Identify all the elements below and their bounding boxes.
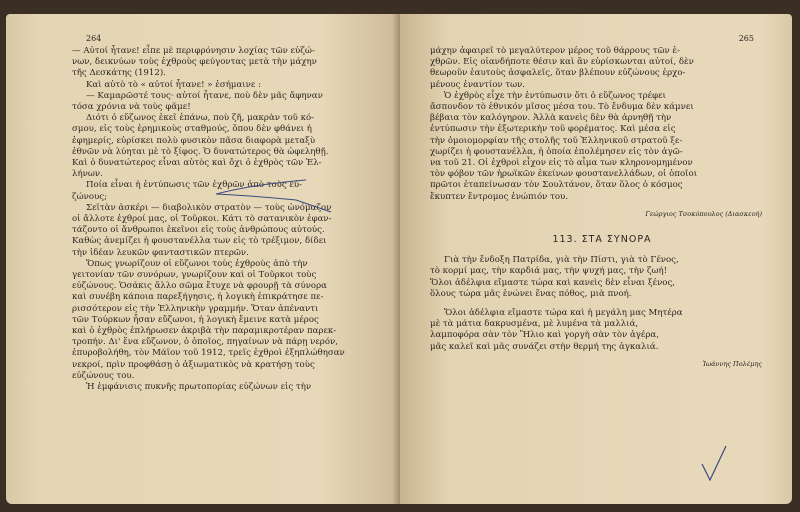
page-number-right: 265 — [738, 34, 754, 43]
text-line: μάχην ἀφαιρεῖ τὸ μεγαλύτερον μέρος τοῦ θάρρους τῶν ἐ- — [430, 46, 680, 56]
text-line: Καθὼς ἀνεμίζει ἡ φουστανέλλα των εἰς τὸ τρέξιμον, δίδει — [72, 236, 327, 247]
text-line: βέβαια τὸν καλόγηρον. Ἀλλὰ κανεὶς δὲν θὰ ἀρνηθῇ τὴν — [430, 113, 672, 124]
left-page — [6, 14, 400, 504]
text-line: ζώνους; — [72, 191, 107, 202]
text-line: Καὶ αὐτὸ τὸ « αὐτοί ἦτανε! » ἐσήμαινε : — [86, 79, 261, 90]
text-line: Σεϊτὰν ἀσκέρι — διαβολικὸν στρατὸν — τοὺς ὠνόμαζον — [86, 202, 332, 213]
text-line: θεωροῦν ἑαυτοὺς ἀσφαλεῖς, ὅταν βλέπουν εὐζώνους ἐρχο- — [430, 68, 686, 79]
text-line: χωρίζει ἡ φουστανέλλα, ἡ ὁποία ἐπολέμησεν εἰς τὸν ἀγῶ- — [430, 146, 683, 157]
text-line: ἄσπονδον τὸ ἐθνικόν μῖσος μέσα του. Τὸ ἔνδυμα δὲν κάμνει — [430, 102, 694, 113]
text-line: λήνων. — [72, 169, 103, 180]
text-line: τὸν φόβον τῶν ἡρωϊκῶν ἐκείνων φουστανελλάδων, οἱ ὁποῖοι — [430, 169, 698, 180]
text-line: νεκροί, πρὶν προφθάσῃ ὁ ἀξιωματικὸς νὰ κρατήσῃ τοὺς — [72, 359, 315, 370]
text-line: τάζοντο οἱ ἄνθρωποι ἐκεῖνοι εἰς τοὺς ἀνθρώπους αὐτούς. — [72, 225, 325, 236]
text-line: τὴν ἰδέαν λευκῶν φανταστικῶν πτερῶν. — [72, 247, 249, 258]
text-line: — Καμαρῶστέ τους· αὐτοί ἦτανε, ποὺ δὲν μᾶς ἄφηναν — [86, 90, 323, 101]
author-signature-prose: Γεώργιος Τσοκόπουλος (Διασκευή) — [645, 209, 762, 218]
poem-line: Γιὰ τὴν ἔνδοξη Πατρίδα, γιὰ τὴν Πίστι, γιὰ τὸ Γένος, — [444, 255, 679, 266]
text-line: καὶ ὁ ἐχθρὸς ἐπλήρωσεν ἀκριβὰ τὴν παραμικροτέραν παρεκ- — [72, 326, 337, 337]
text-line: οἱ ἄλλοτε ἐχθροί μας, οἱ Τοῦρκοι. Κάτι τὸ σατανικὸν ἐφαν- — [72, 214, 332, 225]
text-line: εὐζώνους. Ὁσάκις ἄλλο σῶμα ἔτυχε νὰ φρουρῇ τὰ σύνορα — [72, 281, 327, 292]
text-line: να τοῦ 21. Οἱ ἐχθροὶ εἶχον εἰς τὸ αἷμα των κληρονομημένον — [430, 158, 693, 169]
poem-line: Ὅλοι ἀδέλφια εἴμαστε τώρα καὶ κανεὶς δὲν εἶναι ξένος, — [430, 277, 676, 288]
poem-line: λαμποφόρα σὰν τὸν Ἥλιο καὶ γοργὴ σὰν τὸν ἀγέρα, — [430, 330, 659, 341]
text-line: νων, δεικνύων τοὺς ἐχθροὺς φεύγοντας μετὰ τὴν μάχην — [72, 57, 317, 68]
pen-mark-check — [700, 444, 730, 484]
right-page-text — [430, 46, 774, 370]
pen-mark-arrow — [216, 174, 336, 214]
text-line: Διότι ὁ εὔζωνος ἐκεῖ ἐπάνω, ποὺ ζῆ, μακρὰν τοῦ κό- — [86, 113, 315, 124]
section-heading: 113. ΣΤΑ ΣΥΝΟΡΑ — [552, 234, 652, 246]
author-signature-poem: Ἰωάννης Πολέμης — [702, 359, 762, 368]
text-line: ἐφημερίς, εὑρίσκει πολὺ φυσικὸν πᾶσα διαφορὰ μεταξὺ — [72, 135, 316, 146]
text-line: γειτονίαν τῶν συνόρων, γνωρίζουν καὶ οἱ Τοῦρκοι τοὺς — [72, 270, 317, 281]
poem-line: Ὅλοι ἀδέλφια εἴμαστε τώρα καὶ ἡ μεγάλη μας Μητέρα — [444, 308, 683, 319]
text-line: ρισσότερον εἰς τὴν Ἑλληνικὴν γραμμήν. Ὅταν ἀπέναντι — [72, 303, 319, 314]
poem-line: ὅλους τώρα μᾶς ἑνώνει ἕνας πόθος, μιὰ πνοή. — [430, 288, 632, 299]
text-line: ἔκυπτεν ἔντρομος ἐνώπιόν του. — [430, 191, 569, 202]
text-line: Καὶ ὁ δυνατώτερος εἶναι αὐτὸς καὶ ὄχι ὁ ἐχθρὸς τῶν Ἑλ- — [72, 158, 322, 169]
text-line: μένους ἐναντίον των. — [430, 79, 526, 90]
text-line: ἐθνῶν νὰ λύηται μὲ τὸ ξίφος. Ὁ δυνατώτερος θὰ ὠφεληθῇ. — [72, 146, 329, 157]
text-line: τροπήν. Δι' ἕνα εὔζωνον, ὁ ὁποῖος, πηγαίνων νὰ πάρῃ νερόν, — [72, 337, 338, 348]
text-line: — Αὐτοί ἦτανε! εἶπε μὲ περιφρόνησιν λοχίας τῶν εὐζώ- — [72, 46, 315, 56]
text-line: Ὁ ἐχθρὸς εἶχε τὴν ἐντύπωσιν ὅτι ὁ εὔζωνος τρέφει — [444, 90, 666, 101]
text-line: Ἡ ἐμφάνισις πυκνῆς πρωτοπορίας εὐζώνων εἰς τὴν — [86, 382, 312, 393]
text-line: ἐπυροβολήθη, τὸν Μάϊον τοῦ 1912, τρεῖς ἐχθροὶ ἐξηπλώθησαν — [72, 348, 345, 359]
text-line: σμου, εἰς τοὺς ἐρημικοὺς σταθμούς, ὅπου δὲν φθάνει ἡ — [72, 124, 312, 135]
text-line: Ὅπως γνωρίζουν οἱ εὔζωνοι τοὺς ἐχθροὺς ἀπὸ τὴν — [86, 258, 308, 269]
text-line: καὶ συνέβη κάποια παρεξήγησις, ἡ λογικὴ ἐπικράτησε πε- — [72, 292, 324, 303]
text-line: τῆς Δεσκάτης (1912). — [72, 68, 166, 79]
right-page — [400, 14, 792, 504]
text-line: τόσα χρόνια νὰ τοὺς φᾶμε! — [72, 102, 191, 113]
text-line: τῶν Τούρκων ἦσαν εὔζωνοι, ἡ λογικὴ ἔμεινε κατὰ μέρος — [72, 314, 319, 325]
poem-line: τὸ κορμί μας, τὴν καρδιά μας, τὴν ψυχή μας, τὴν ζωή! — [430, 266, 668, 277]
text-line: πρῶτοι ἐταπείνωσαν τὸν Σουλτάνον, ὅταν ὅλος ὁ κόσμος — [430, 180, 683, 191]
text-line: χθρῶν. Εἰς οἱανδήποτε θέσιν καὶ ἂν εὑρίσκωνται αὐτοί, δὲν — [430, 57, 694, 68]
text-line: ἐντύπωσιν τὴν ἐξωτερικὴν τοῦ φορέματος. Καὶ μέσα εἰς — [430, 124, 676, 135]
text-line: εὐζώνους του. — [72, 370, 135, 381]
left-page-text — [72, 46, 378, 393]
poem-line: μᾶς καλεῖ καὶ μᾶς συνάζει στὴν θερμή της ἀγκαλιά. — [430, 341, 659, 352]
text-line: Ποία εἶναι ἡ ἐντύπωσις τῶν ἐχθρῶν ἀπὸ τοὺς εὐ- — [86, 180, 303, 191]
page-number-left: 264 — [86, 34, 102, 43]
poem-line: μὲ τὰ μάτια δακρυσμένα, μὲ λυμένα τὰ μαλλιά, — [430, 319, 639, 330]
text-line: τὴν ὁμοιομορφίαν τῆς στολῆς τοῦ Ἑλληνικοῦ στρατοῦ ξε- — [430, 135, 683, 146]
